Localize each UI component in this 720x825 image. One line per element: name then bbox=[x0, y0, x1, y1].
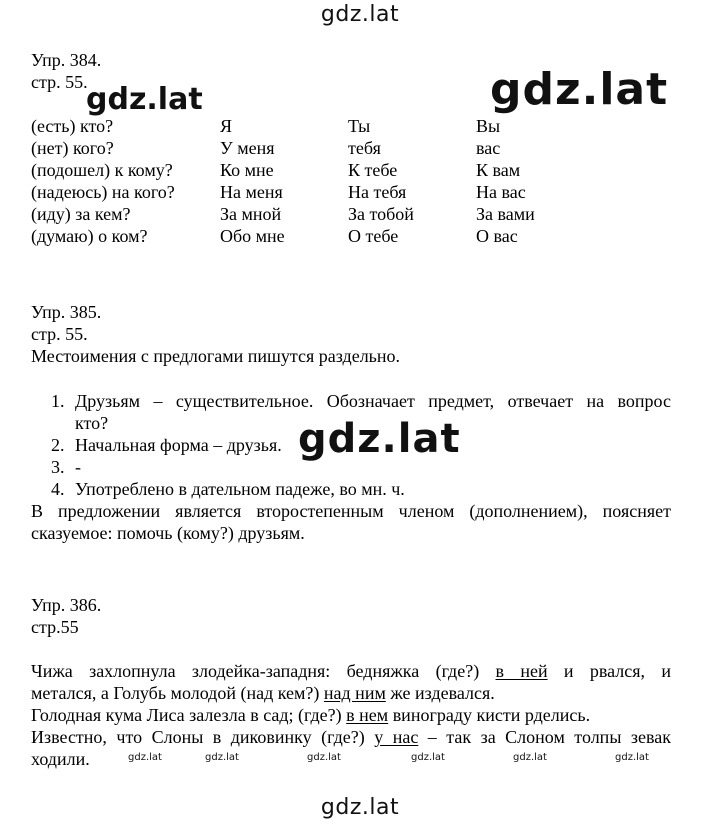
text-segment: метался, а Голубь молодой (над кем?) bbox=[31, 683, 324, 703]
text-segment: Чижа захлопнула злодейка-западня: бедняжка (где?) bbox=[31, 661, 496, 681]
question-cell: (надеюсь) на кого? bbox=[31, 182, 175, 202]
pronoun-table bbox=[31, 115, 596, 247]
underlined-pronoun: над ним bbox=[323, 683, 386, 703]
watermark-small-3: gdz.lat bbox=[307, 752, 341, 763]
list-item bbox=[31, 390, 671, 434]
watermark-small-4: gdz.lat bbox=[411, 752, 445, 763]
watermark-bottom: gdz.lat bbox=[320, 795, 400, 820]
pronoun-plural-cell: К вам bbox=[476, 160, 521, 180]
pronoun-plural-cell: вас bbox=[476, 138, 501, 158]
text-segment: – так за Слоном толпы зевак bbox=[418, 727, 671, 747]
pronoun-2nd-cell: тебя bbox=[348, 138, 381, 158]
list-item bbox=[31, 456, 671, 478]
question-cell: (иду) за кем? bbox=[31, 204, 131, 224]
question-cell: (думаю) о ком? bbox=[31, 226, 148, 246]
watermark-large: gdz.lat bbox=[490, 64, 669, 115]
table-row bbox=[31, 181, 596, 203]
list-item-text-cont: кто? bbox=[75, 413, 109, 433]
pronoun-2nd-cell: За тобой bbox=[348, 204, 414, 224]
list-item-text: Начальная форма – друзья. bbox=[75, 435, 282, 455]
pronoun-1st-cell: Обо мне bbox=[220, 226, 285, 246]
table-row bbox=[31, 225, 596, 247]
underlined-pronoun: в нем bbox=[346, 705, 389, 725]
ex386-line4 bbox=[31, 726, 671, 748]
pronoun-2nd-cell: О тебе bbox=[348, 226, 399, 246]
table-row bbox=[31, 115, 596, 137]
text-segment: Голодная кума Лиса залезла в сад; (где?) bbox=[31, 705, 347, 725]
pronoun-plural-cell: Вы bbox=[476, 116, 501, 136]
underlined-pronoun: у нас bbox=[374, 727, 419, 747]
watermark-small-2: gdz.lat bbox=[205, 752, 239, 763]
list-item-text: Друзьям – существительное. Обозначает предмет, отвечает на вопрос bbox=[75, 391, 671, 411]
underlined-pronoun: в ней bbox=[495, 661, 548, 681]
ex384-page: стр. 55. bbox=[31, 72, 88, 92]
analysis-list bbox=[31, 390, 671, 500]
pronoun-1st-cell: За мной bbox=[220, 204, 282, 224]
list-item-number: 3. bbox=[51, 457, 65, 477]
pronoun-1st-cell: На меня bbox=[220, 182, 283, 202]
table-row bbox=[31, 159, 596, 181]
pronoun-2nd-cell: К тебе bbox=[348, 160, 398, 180]
list-item-number: 2. bbox=[51, 435, 65, 455]
text-segment: же издевался. bbox=[385, 683, 495, 703]
list-item bbox=[31, 434, 671, 456]
ex385-page: стр. 55. bbox=[31, 324, 88, 344]
question-cell: (есть) кто? bbox=[31, 116, 114, 136]
question-cell: (нет) кого? bbox=[31, 138, 114, 158]
table-row bbox=[31, 137, 596, 159]
ex386-page: стр.55 bbox=[31, 617, 79, 637]
watermark-top: gdz.lat bbox=[320, 2, 400, 27]
text-segment: Известно, что Слоны в диковинку (где?) bbox=[31, 727, 375, 747]
ex385-intro: Местоимения с предлогами пишутся раздельно. bbox=[31, 346, 401, 366]
watermark-small-1: gdz.lat bbox=[128, 752, 162, 763]
list-item-text: Употреблено в дательном падеже, во мн. ч. bbox=[75, 479, 405, 499]
list-item-number: 4. bbox=[51, 479, 65, 499]
list-item-text: - bbox=[75, 457, 81, 477]
watermark-medium-1: gdz.lat bbox=[86, 82, 203, 117]
watermark-medium-2: gdz.lat bbox=[298, 416, 461, 462]
ex384-title: Упр. 384. bbox=[31, 50, 102, 70]
pronoun-plural-cell: О вас bbox=[476, 226, 518, 246]
ex386-line3 bbox=[31, 704, 590, 726]
ex385-title: Упр. 385. bbox=[31, 302, 102, 322]
pronoun-2nd-cell: Ты bbox=[348, 116, 371, 136]
ex386-line2 bbox=[31, 682, 495, 704]
pronoun-1st-cell: Я bbox=[220, 116, 233, 136]
watermark-small-5: gdz.lat bbox=[513, 752, 547, 763]
question-cell: (подошел) к кому? bbox=[31, 160, 173, 180]
pronoun-2nd-cell: На тебя bbox=[348, 182, 407, 202]
ex385-conclusion-line2: сказуемое: помочь (кому?) друзьям. bbox=[31, 523, 305, 543]
text-segment: и рвался, и bbox=[547, 661, 671, 681]
ex386-line5: ходили. bbox=[31, 749, 90, 769]
ex386-title: Упр. 386. bbox=[31, 595, 102, 615]
text-segment: винограду кисти рделись. bbox=[388, 705, 591, 725]
ex386-line1 bbox=[31, 660, 671, 682]
pronoun-plural-cell: За вами bbox=[476, 204, 535, 224]
watermark-small-6: gdz.lat bbox=[615, 752, 649, 763]
ex385-conclusion-line1: В предложении является второстепенным членом (дополнением), поясняет bbox=[31, 501, 671, 521]
pronoun-1st-cell: У меня bbox=[220, 138, 275, 158]
list-item bbox=[31, 478, 671, 500]
pronoun-plural-cell: На вас bbox=[476, 182, 526, 202]
table-row bbox=[31, 203, 596, 225]
pronoun-1st-cell: Ко мне bbox=[220, 160, 274, 180]
list-item-number: 1. bbox=[51, 391, 65, 411]
